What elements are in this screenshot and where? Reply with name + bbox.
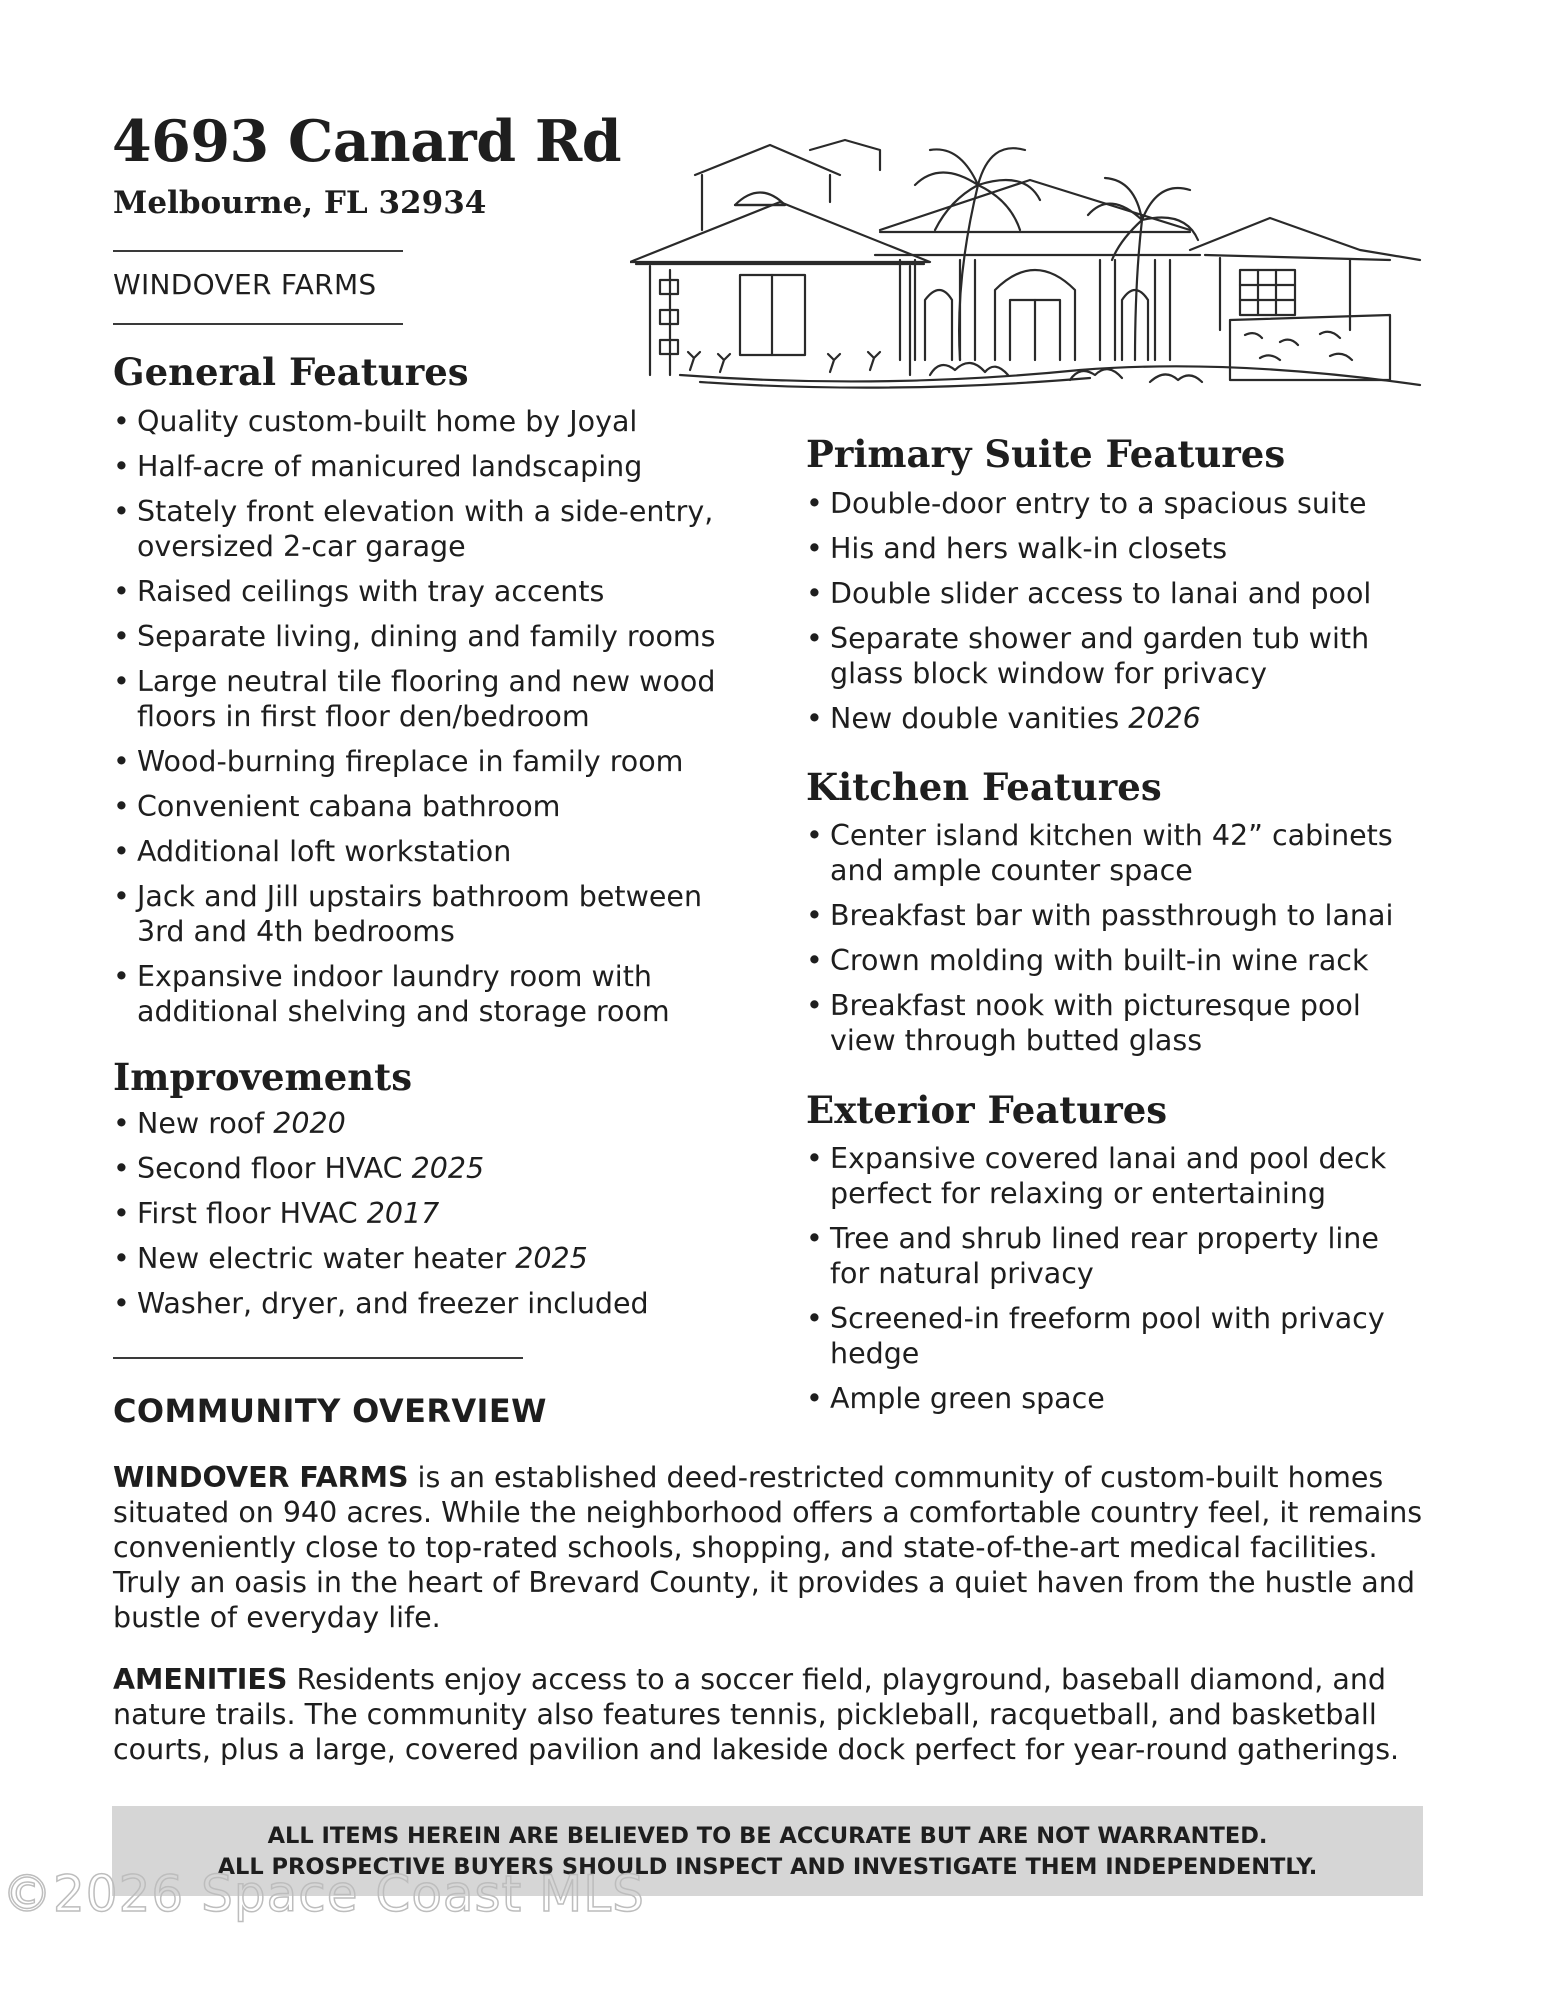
year: 2020 (273, 1107, 346, 1140)
year: 2026 (1128, 702, 1201, 735)
improvements-list (113, 1106, 673, 1331)
list-item: • His and hers walk-in closets (806, 531, 1426, 566)
primary-suite-heading: Primary Suite Features (806, 432, 1286, 476)
community-paragraph: WINDOVER FARMS is an established deed-restricted community of custom-built homes situated on 940 acres. While the neighborhood offers a comfortable country feel, it remains conveniently close to top-rated schools, shopping, and state-of-the-art medical facilities. Truly an oasis in the heart of Brevard County, it provides a quiet haven from the hustle and bustle of everyday life. (113, 1461, 1423, 1634)
exterior-heading: Exterior Features (806, 1088, 1168, 1132)
list-item: • New electric water heater 2025 (113, 1241, 673, 1276)
list-item: • Breakfast nook with picturesque pool view through butted glass (806, 988, 1426, 1058)
amenities-paragraph: AMENITIES Residents enjoy access to a soccer field, playground, baseball diamond, and nature trails. The community also features tennis, pickleball, racquetball, and basketball courts, plus a large, covered pavilion and lakeside dock perfect for year-round gatherings. (113, 1663, 1400, 1766)
list-item: • Double slider access to lanai and pool (806, 576, 1426, 611)
list-item: • Tree and shrub lined rear property line for natural privacy (806, 1221, 1426, 1291)
subdivision-name: WINDOVER FARMS (113, 268, 377, 301)
list-item: • New double vanities 2026 (806, 701, 1426, 736)
amenities-label: AMENITIES (113, 1663, 288, 1696)
list-item: • Separate shower and garden tub with glass block window for privacy (806, 621, 1426, 691)
improvements-heading: Improvements (113, 1055, 413, 1099)
list-item: • First floor HVAC 2017 (113, 1196, 673, 1231)
divider (113, 1357, 523, 1359)
city-state: Melbourne, FL 32934 (113, 185, 487, 221)
kitchen-list (806, 818, 1426, 1068)
list-item: • Additional loft workstation (113, 834, 733, 869)
community-heading: COMMUNITY OVERVIEW (113, 1392, 547, 1430)
exterior-list (806, 1141, 1426, 1426)
divider (113, 250, 403, 252)
list-item: • Double-door entry to a spacious suite (806, 486, 1426, 521)
list-item: • Large neutral tile flooring and new wood floors in first floor den/bedroom (113, 664, 733, 734)
list-item: • Center island kitchen with 42” cabinets and ample counter space (806, 818, 1426, 888)
list-item: • Breakfast bar with passthrough to lanai (806, 898, 1426, 933)
watermark: ©2026 Space Coast MLS (2, 1865, 645, 1923)
disclaimer-line: ALL PROSPECTIVE BUYERS SHOULD INSPECT AND INVESTIGATE THEM INDEPENDENTLY. (217, 1854, 1318, 1880)
general-features-heading: General Features (113, 350, 469, 394)
disclaimer-line: ALL ITEMS HEREIN ARE BELIEVED TO BE ACCURATE BUT ARE NOT WARRANTED. (267, 1823, 1268, 1849)
primary-suite-list (806, 486, 1426, 746)
list-item: • Raised ceilings with tray accents (113, 574, 733, 609)
general-features-list (113, 404, 733, 1039)
list-item: • New roof 2020 (113, 1106, 673, 1141)
list-item: • Washer, dryer, and freezer included (113, 1286, 673, 1321)
community-name: WINDOVER FARMS (113, 1461, 409, 1494)
list-item: • Ample green space (806, 1381, 1426, 1416)
list-item: • Wood-burning fireplace in family room (113, 744, 733, 779)
list-item: • Convenient cabana bathroom (113, 789, 733, 824)
list-item: • Stately front elevation with a side-entry, oversized 2-car garage (113, 494, 733, 564)
list-item: • Jack and Jill upstairs bathroom between 3rd and 4th bedrooms (113, 879, 733, 949)
year: 2025 (411, 1152, 485, 1185)
house-illustration-icon (630, 90, 1430, 400)
list-item: • Expansive indoor laundry room with additional shelving and storage room (113, 959, 733, 1029)
list-item: • Quality custom-built home by Joyal (113, 404, 733, 439)
list-item: • Half-acre of manicured landscaping (113, 449, 733, 484)
page-title: 4693 Canard Rd (112, 108, 622, 175)
list-item: • Expansive covered lanai and pool deck perfect for relaxing or entertaining (806, 1141, 1426, 1211)
list-item: • Separate living, dining and family rooms (113, 619, 733, 654)
kitchen-heading: Kitchen Features (806, 765, 1162, 809)
list-item: • Crown molding with built-in wine rack (806, 943, 1426, 978)
list-item: • Second floor HVAC 2025 (113, 1151, 673, 1186)
list-item: • Screened-in freeform pool with privacy hedge (806, 1301, 1426, 1371)
year: 2025 (515, 1242, 588, 1275)
divider (113, 323, 403, 325)
year: 2017 (366, 1197, 440, 1230)
